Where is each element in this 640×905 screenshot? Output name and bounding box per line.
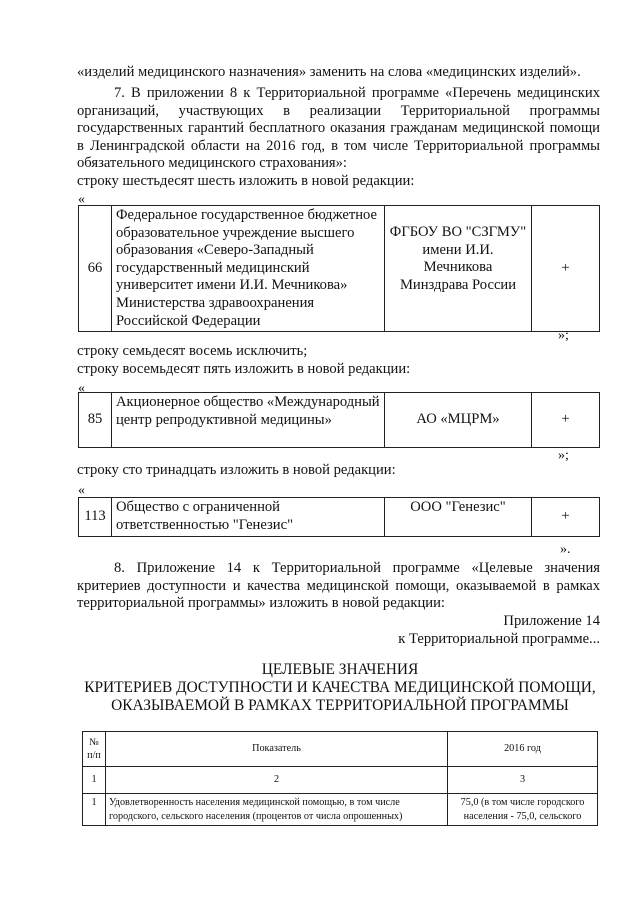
table-row bbox=[79, 498, 600, 537]
row1-value: 75,0 (в том числе городского населения - 75,0, сельского bbox=[448, 794, 598, 826]
row66-table bbox=[78, 205, 600, 332]
appendix-header bbox=[77, 613, 600, 648]
row85-number: 85 bbox=[79, 393, 112, 448]
open-quote-66: « bbox=[78, 192, 85, 207]
appendix-line-1: Приложение 14 bbox=[503, 613, 600, 629]
table-index-row bbox=[83, 767, 598, 794]
close-quote-66: »; bbox=[558, 328, 569, 343]
title-line-2: КРИТЕРИЕВ ДОСТУПНОСТИ И КАЧЕСТВА МЕДИЦИНСКОЙ ПОМОЩИ, bbox=[84, 679, 596, 696]
intro-text: «изделий медицинского назначения» заменить на слова «медицинских изделий». bbox=[77, 64, 581, 80]
row78-instruction-text: строку семьдесят восемь исключить; bbox=[77, 343, 308, 359]
row113-number: 113 bbox=[79, 498, 112, 537]
close-quote-85: »; bbox=[558, 448, 569, 463]
row85-abbreviation: АО «МЦРМ» bbox=[385, 393, 532, 448]
row66-mark: + bbox=[532, 206, 600, 332]
table-row bbox=[83, 794, 598, 826]
row85-instruction-text: строку восемьдесят пять изложить в новой редакции: bbox=[77, 361, 411, 377]
row85-mark: + bbox=[532, 393, 600, 448]
appendix-line-2: к Территориальной программе... bbox=[398, 630, 600, 647]
header-number: № п/п bbox=[83, 732, 106, 767]
row113-organization: Общество с ограниченной ответственностью "Генезис" bbox=[112, 498, 385, 537]
index-col-1: 1 bbox=[83, 767, 106, 794]
row66-instruction bbox=[77, 173, 600, 191]
row85-organization: Акционерное общество «Международный центр репродуктивной медицины» bbox=[112, 393, 385, 448]
row85-table bbox=[78, 392, 600, 448]
index-col-2: 2 bbox=[106, 767, 448, 794]
row113-instruction bbox=[77, 462, 600, 480]
paragraph-7-text: 7. В приложении 8 к Территориальной программе «Перечень медицинских организаций, участвующих в реализации Территориальной программы государственных гарантий бесплатного оказания гражданам медицинской помощи в Ленинградской области на 2016 год, в том числе Территориальной программы обязательного медицинского страхования»: bbox=[77, 85, 600, 172]
row113-table bbox=[78, 497, 600, 537]
open-quote-85: « bbox=[78, 381, 85, 396]
row113-abbreviation: ООО "Генезис" bbox=[385, 498, 532, 537]
paragraph-8 bbox=[77, 560, 600, 613]
close-quote-113: ». bbox=[560, 542, 571, 557]
header-year: 2016 год bbox=[448, 732, 598, 767]
table-header-row bbox=[83, 732, 598, 767]
table-row bbox=[79, 393, 600, 448]
header-indicator: Показатель bbox=[106, 732, 448, 767]
row113-instruction-text: строку сто тринадцать изложить в новой редакции: bbox=[77, 462, 396, 478]
row66-abbreviation: ФГБОУ ВО "СЗГМУ" имени И.И. Мечникова Минздрава России bbox=[385, 206, 532, 332]
paragraph-7 bbox=[77, 85, 600, 173]
row66-number: 66 bbox=[79, 206, 112, 332]
row85-instruction bbox=[77, 361, 600, 379]
intro-line bbox=[77, 64, 600, 82]
paragraph-8-text: 8. Приложение 14 к Территориальной программе «Целевые значения критериев доступности и качества медицинской помощи, оказываемой в рамках территориальной программы» изложить в новой редакции: bbox=[77, 560, 600, 612]
section-title bbox=[60, 661, 620, 715]
row66-organization: Федеральное государственное бюджетное образовательное учреждение высшего образования «Северо-Западный государственный медицинский университет имени И.И. Мечникова» Министерства здравоохранения Российской Федерации bbox=[112, 206, 385, 332]
row1-indicator: Удовлетворенность населения медицинской помощью, в том числе городского, сельского населения (процентов от числа опрошенных) bbox=[106, 794, 448, 826]
title-line-1: ЦЕЛЕВЫЕ ЗНАЧЕНИЯ bbox=[261, 661, 419, 678]
table-row bbox=[79, 206, 600, 332]
title-line-3: ОКАЗЫВАЕМОЙ В РАМКАХ ТЕРРИТОРИАЛЬНОЙ ПРОГРАММЫ bbox=[111, 697, 569, 714]
index-col-3: 3 bbox=[448, 767, 598, 794]
open-quote-113: « bbox=[78, 483, 85, 498]
row1-number: 1 bbox=[83, 794, 106, 826]
row66-instruction-text: строку шестьдесят шесть изложить в новой редакции: bbox=[77, 173, 415, 189]
criteria-table bbox=[82, 731, 598, 826]
row113-mark: + bbox=[532, 498, 600, 537]
row78-instruction bbox=[77, 343, 600, 361]
